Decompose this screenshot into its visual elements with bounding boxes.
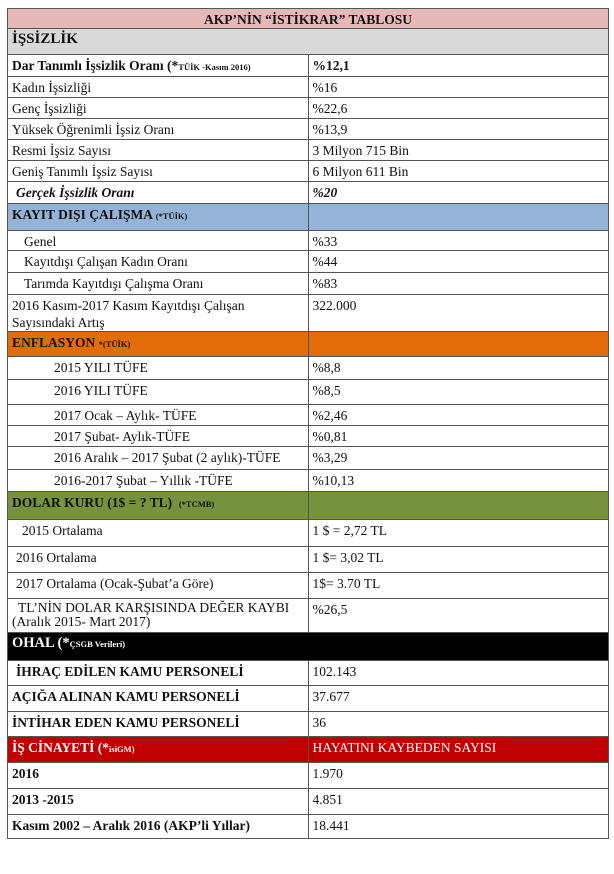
row-label: İNTİHAR EDEN KAMU PERSONELİ	[8, 712, 309, 737]
row-label: İHRAÇ EDİLEN KAMU PERSONELİ	[8, 661, 309, 686]
row-value: %8,5	[308, 380, 609, 405]
row-label: Kasım 2002 – Aralık 2016 (AKP’li Yıllar)	[8, 815, 309, 839]
row-value: 4.851	[308, 789, 609, 815]
row-label: Kadın İşsizliği	[8, 77, 309, 98]
row-value: %26,5	[308, 599, 609, 633]
table-row	[8, 119, 609, 140]
row-label: 2015 YILI TÜFE	[8, 357, 309, 380]
section-is-cinayeti: İŞ CİNAYETİ (*isiGM)	[8, 737, 309, 763]
row-label: 2017 Ortalama (Ocak-Şubat’a Göre)	[8, 573, 309, 599]
row-label: Resmi İşsiz Sayısı	[8, 140, 309, 161]
table-row	[8, 77, 609, 98]
row-value: 1 $= 3,02 TL	[308, 547, 609, 573]
row-value: 1$= 3.70 TL	[308, 573, 609, 599]
row-label: Tarımda Kayıtdışı Çalışma Oranı	[8, 273, 309, 295]
row-label: Kayıtdışı Çalışan Kadın Oranı	[8, 251, 309, 273]
table-row	[8, 661, 609, 686]
row-value: %3,29	[308, 447, 609, 470]
row-label: Dar Tanımlı İşsizlik Oranı (*TÜİK -Kasım 2016)	[8, 55, 309, 77]
row-label: AÇIĞA ALINAN KAMU PERSONELİ	[8, 686, 309, 712]
row-value: %44	[308, 251, 609, 273]
row-label: 2016 Kasım-2017 Kasım Kayıtdışı Çalışan Sayısındaki Artış	[8, 295, 309, 332]
row-value: %83	[308, 273, 609, 295]
row-value: 18.441	[308, 815, 609, 839]
table-row	[8, 599, 609, 633]
table-row	[8, 161, 609, 182]
row-value: 3 Milyon 715 Bin	[308, 140, 609, 161]
table-row	[8, 520, 609, 547]
row-value: %0,81	[308, 426, 609, 447]
row-label: Yüksek Öğrenimli İşsiz Oranı	[8, 119, 309, 140]
row-value: 1.970	[308, 763, 609, 789]
row-label: 2016 YILI TÜFE	[8, 380, 309, 405]
table-row	[8, 295, 609, 332]
table-row	[8, 686, 609, 712]
row-label: 2017 Şubat- Aylık-TÜFE	[8, 426, 309, 447]
section-kayitdisi: KAYIT DIŞI ÇALIŞMA (*TÜİK)	[8, 204, 309, 231]
row-label: 2016 Ortalama	[8, 547, 309, 573]
table-row	[8, 98, 609, 119]
row-value: %20	[308, 182, 609, 204]
row-label: 2016 Aralık – 2017 Şubat (2 aylık)-TÜFE	[8, 447, 309, 470]
row-value: %12,1	[308, 55, 609, 77]
row-label: Geniş Tanımlı İşsiz Sayısı	[8, 161, 309, 182]
table-row	[8, 789, 609, 815]
row-label: TL’NİN DOLAR KARŞISINDA DEĞER KAYBI (Aralık 2015- Mart 2017)	[8, 599, 309, 633]
table-row	[8, 712, 609, 737]
istikrar-table	[7, 8, 609, 839]
row-value: 6 Milyon 611 Bin	[308, 161, 609, 182]
table-row	[8, 140, 609, 161]
row-value: %33	[308, 231, 609, 251]
table-row	[8, 251, 609, 273]
row-label: 2013 -2015	[8, 789, 309, 815]
value-header: HAYATINI KAYBEDEN SAYISI	[308, 737, 609, 763]
table-row	[8, 55, 609, 77]
table-row	[8, 273, 609, 295]
row-value: %13,9	[308, 119, 609, 140]
row-value: %8,8	[308, 357, 609, 380]
table-title: AKP’NİN “İSTİKRAR” TABLOSU	[8, 9, 609, 29]
row-value: 102.143	[308, 661, 609, 686]
row-label: Gerçek İşsizlik Oranı	[8, 182, 309, 204]
table-row	[8, 447, 609, 470]
table-row	[8, 815, 609, 839]
table-row	[8, 547, 609, 573]
table-row	[8, 357, 609, 380]
row-label: Genç İşsizliği	[8, 98, 309, 119]
table-row	[8, 405, 609, 426]
table-row	[8, 231, 609, 251]
section-issizlik: İŞSİZLİK	[8, 29, 609, 55]
row-value: %22,6	[308, 98, 609, 119]
table-row	[8, 182, 609, 204]
row-label: Genel	[8, 231, 309, 251]
row-label: 2016-2017 Şubat – Yıllık -TÜFE	[8, 470, 309, 492]
table-row	[8, 426, 609, 447]
row-value: 36	[308, 712, 609, 737]
section-ohal: OHAL (*ÇSGB Verileri)	[8, 633, 609, 661]
row-value: %16	[308, 77, 609, 98]
table-row	[8, 380, 609, 405]
section-enflasyon: ENFLASYON *(TÜİK)	[8, 332, 309, 357]
table-row	[8, 573, 609, 599]
row-value: 37.677	[308, 686, 609, 712]
section-dolar: DOLAR KURU (1$ = ? TL) (*TCMB)	[8, 492, 309, 520]
row-value: %10,13	[308, 470, 609, 492]
row-value: 322.000	[308, 295, 609, 332]
row-label: 2017 Ocak – Aylık- TÜFE	[8, 405, 309, 426]
table-row	[8, 763, 609, 789]
table-row	[8, 470, 609, 492]
row-label: 2016	[8, 763, 309, 789]
row-value: %2,46	[308, 405, 609, 426]
row-value: 1 $ = 2,72 TL	[308, 520, 609, 547]
row-label: 2015 Ortalama	[8, 520, 309, 547]
